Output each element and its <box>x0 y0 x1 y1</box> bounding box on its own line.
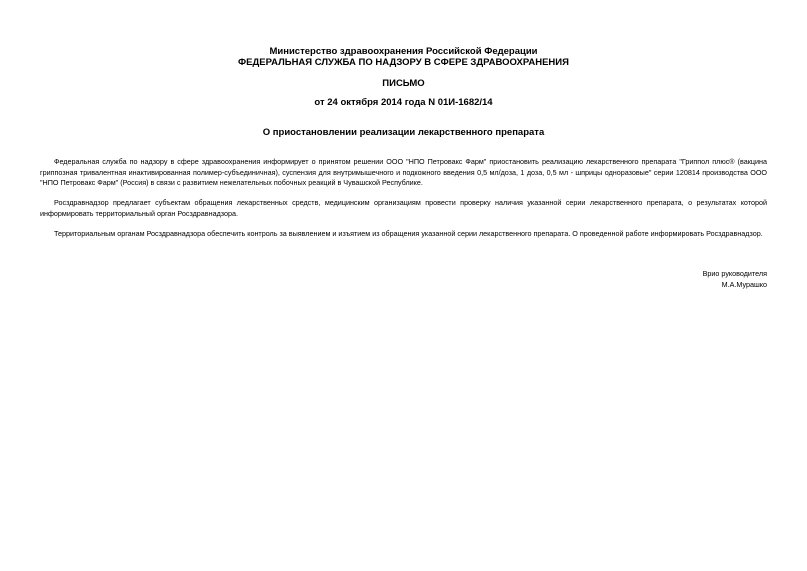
document-type: ПИСЬМО <box>382 78 425 89</box>
document-header <box>0 46 807 68</box>
service-name: ФЕДЕРАЛЬНАЯ СЛУЖБА ПО НАДЗОРУ В СФЕРЕ ЗДРАВООХРАНЕНИЯ <box>238 57 569 68</box>
paragraph-3: Территориальным органам Росздравнадзора обеспечить контроль за выявлением и изъятием из обращения указанной серии лекарственного препарата. О проведенной работе информировать Росздравнадзор. <box>54 229 763 238</box>
signature-position: Врио руководителя <box>702 269 767 278</box>
paragraph-1: Федеральная служба по надзору в сфере здравоохранения информирует о принятом решении ООО "НПО Петровакс Фарм" приостановить реализацию лекарственного препарата "Гриппол плюс® (вакцина гриппозная тривалентная инактивированная полимер-субъединичная), суспензия для внутримышечного и подкожного введения 0,5 мл/доза, 1 доза, 0,5 мл - шприцы одноразовые" серии 120814 производства ООО "НПО Петровакс Фарм" (Россия) в связи с развитием нежелательных побочных реакций в Чувашской Республике. <box>40 157 767 187</box>
document-date-number: от 24 октября 2014 года N 01И-1682/14 <box>314 97 493 108</box>
document-title: О приостановлении реализации лекарственного препарата <box>262 127 545 138</box>
signature-block <box>703 269 767 290</box>
paragraph-2: Росздравнадзор предлагает субъектам обращения лекарственных средств, медицинским организациям провести проверку наличия указанной серии лекарственного препарата, о результатах которой информировать территориальный орган Росздравнадзора. <box>40 198 767 218</box>
ministry-name: Министерство здравоохранения Российской Федерации <box>269 46 538 57</box>
signature-name: М.А.Мурашко <box>721 279 767 289</box>
